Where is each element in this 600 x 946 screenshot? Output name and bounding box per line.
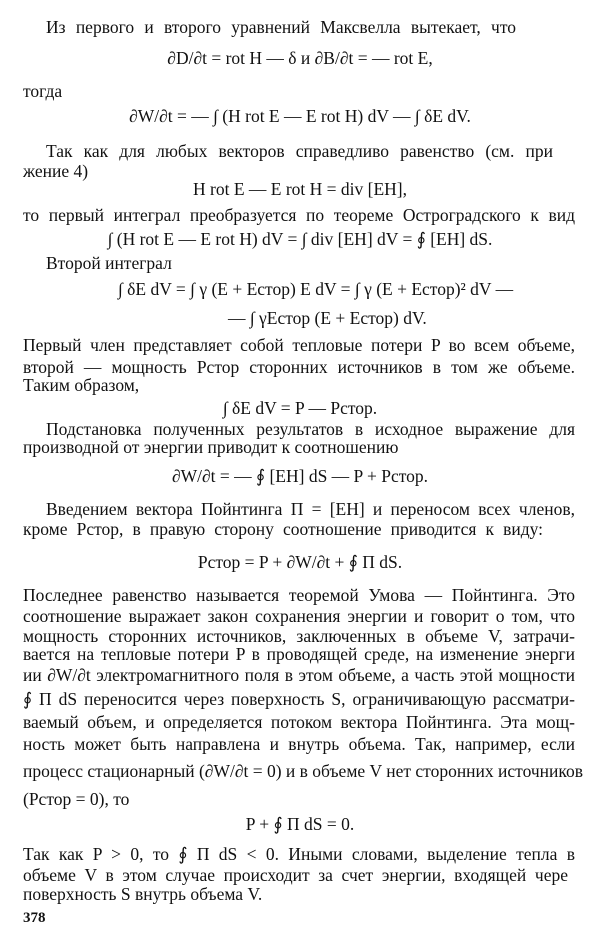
text-line: Таким образом,: [23, 375, 140, 395]
equation: ∂W/∂t = — ∮ [EH] dS — P + Pстор.: [171, 466, 429, 486]
equation: ∫ δE dV = ∫ γ (E + Eстор) E dV = ∫ γ (E + Eстор)² dV —: [118, 279, 514, 299]
equation: Pстор = P + ∂W/∂t + ∮ Π dS.: [197, 552, 403, 572]
text-line: соотношение выражает закон сохранения энергии и говорит о том, что: [23, 606, 575, 626]
text-line: мощность сторонних источников, заключенных в объеме V, затрачи-: [23, 626, 575, 646]
text-line: Подстановка полученных результатов в исходное выражение для: [46, 419, 575, 439]
equation: ∫ (H rot E — E rot H) dV = ∫ div [EH] dV = ∮ [EH] dS.: [107, 229, 493, 249]
text-line: (Pстор = 0), то: [23, 789, 130, 809]
text-line: ность может быть направлена и внутрь объема. Так, например, если: [23, 734, 575, 754]
text-line: Так как для любых векторов справедливо равенство (см. при: [46, 141, 553, 161]
text-line: ∮ Π dS переносится через поверхность S, ограничивающую рассматри-: [23, 689, 575, 709]
equation: ∂W/∂t = — ∫ (H rot E — E rot H) dV — ∫ δE dV.: [129, 106, 471, 126]
page-number: 378: [23, 910, 46, 926]
text-line: поверхность S внутрь объема V.: [23, 884, 263, 904]
text-line: кроме Pстор, в правую сторону соотношение приводится к виду:: [23, 519, 543, 539]
text-line: то первый интеграл преобразуется по теореме Остроградского к вид: [23, 205, 575, 225]
text-line: Так как P > 0, то ∮ Π dS < 0. Иными словами, выделение тепла в: [23, 844, 575, 864]
equation: P + ∮ Π dS = 0.: [245, 814, 355, 834]
text-line: Из первого и второго уравнений Максвелла вытекает, что: [46, 17, 516, 37]
equation: H rot E — E rot H = div [EH],: [193, 179, 407, 199]
text-line: производной от энергии приводит к соотношению: [23, 437, 399, 457]
equation: ∫ δE dV = P — Pстор.: [222, 398, 378, 418]
text-line: объеме V в этом случае происходит за счет энергии, входящей чере: [23, 865, 568, 885]
text-line: второй — мощность Pстор сторонних источников в том же объеме.: [23, 357, 575, 377]
equation: — ∫ γEстор (E + Eстор) dV.: [228, 308, 427, 328]
text-line: Последнее равенство называется теоремой Умова — Пойнтинга. Это: [23, 585, 575, 605]
text-line: ии ∂W/∂t электромагнитного поля в этом объеме, а часть этой мощности: [23, 665, 575, 685]
text-line: ваемый объем, и определяется потоком вектора Пойнтинга. Эта мощ-: [23, 712, 575, 732]
text-line: процесс стационарный (∂W/∂t = 0) и в объеме V нет сторонних источников: [23, 761, 584, 781]
text-line: Второй интеграл: [46, 253, 172, 273]
text-line: Первый член представляет собой тепловые потери P во всем объеме,: [23, 335, 575, 355]
text-line: жение 4): [23, 161, 89, 181]
equation: ∂D/∂t = rot H — δ и ∂B/∂t = — rot E,: [167, 48, 433, 68]
text-line: вается на тепловые потери P в проводящей среде, на изменение энерги: [23, 644, 575, 664]
text-line: Введением вектора Пойнтинга Π = [EH] и переносом всех членов,: [46, 499, 575, 519]
text-line: тогда: [23, 81, 63, 101]
